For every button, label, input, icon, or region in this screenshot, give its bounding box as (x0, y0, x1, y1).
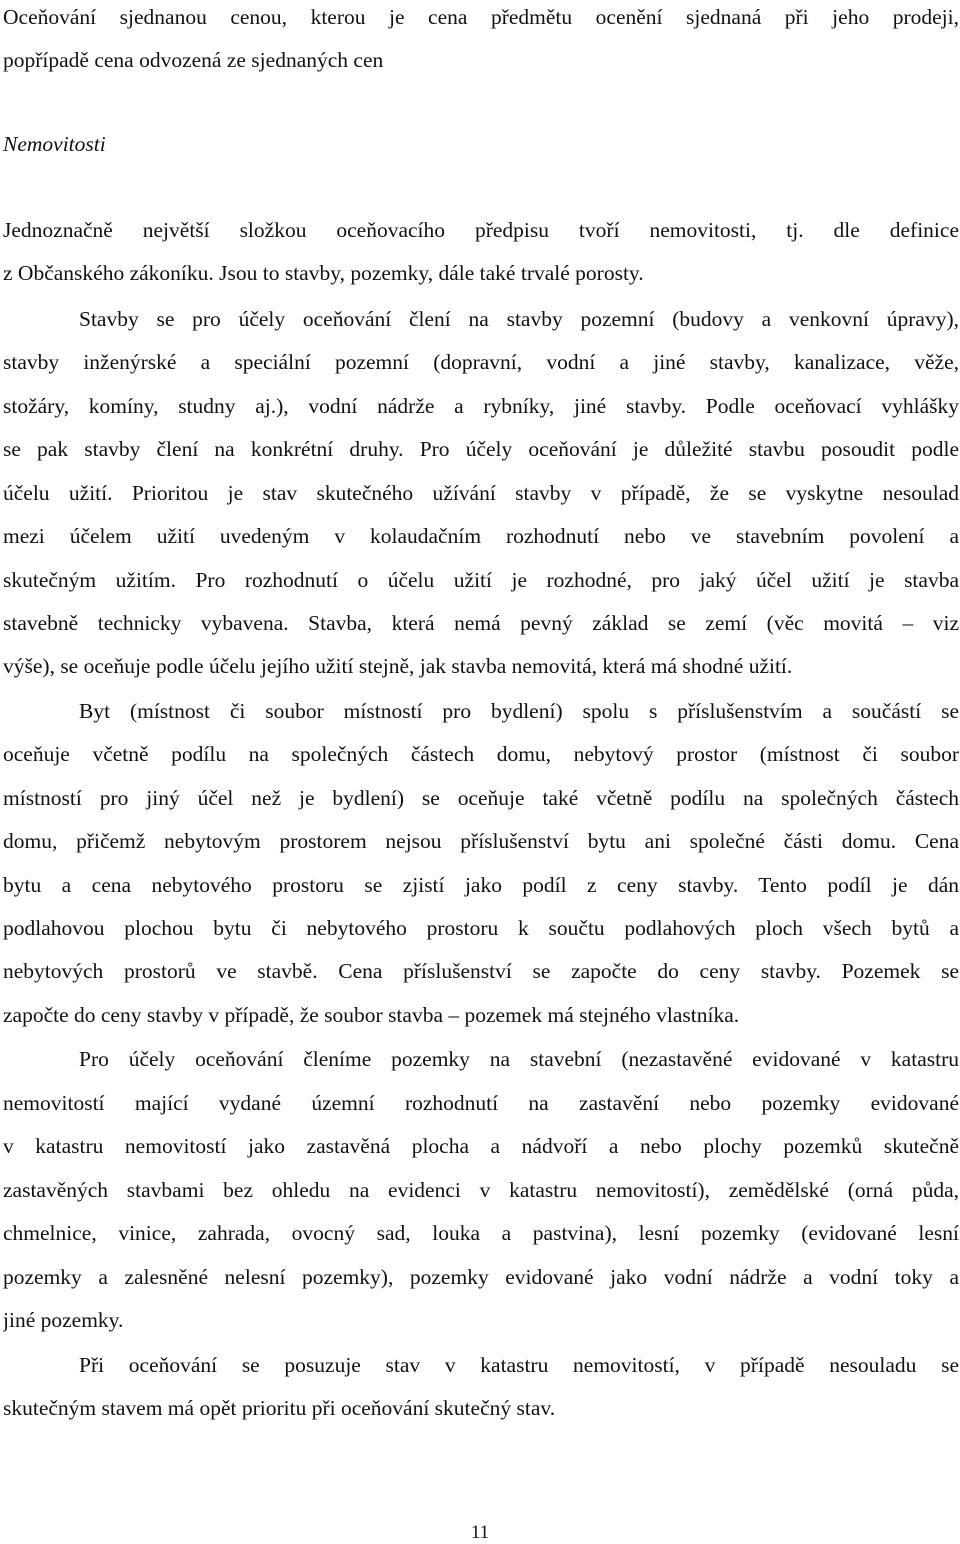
paragraph-line: Stavby se pro účely oceňování člení na stavby pozemní (budovy a venkovní úpravy), (79, 307, 959, 331)
paragraph-line: započte do ceny stavby v případě, že soubor stavba – pozemek má stejného vlastníka. (3, 1003, 740, 1027)
paragraph-line: skutečným užitím. Pro rozhodnutí o účelu užití je rozhodné, pro jaký účel užití je stavba (3, 568, 959, 592)
paragraph-line: zastavěných stavbami bez ohledu na evidenci v katastru nemovitostí), zemědělské (orná půda, (3, 1178, 959, 1202)
paragraph-line: se pak stavby člení na konkrétní druhy. Pro účely oceňování je důležité stavbu posoudit podle (3, 437, 959, 461)
paragraph-line: domu, přičemž nebytovým prostorem nejsou příslušenství bytu ani společné části domu. Cena (3, 829, 959, 853)
paragraph-line: Při oceňování se posuzuje stav v katastru nemovitostí, v případě nesouladu se (79, 1353, 959, 1377)
intro-line-1: Oceňování sjednanou cenou, kterou je cena předmětu ocenění sjednaná při jeho prodeji, (3, 5, 959, 29)
paragraph-line: podlahovou plochou bytu či nebytového prostoru k součtu podlahových ploch všech bytů a (3, 916, 959, 940)
page-number: 11 (470, 1522, 490, 1543)
paragraph-line: výše), se oceňuje podle účelu jejího užití stejně, jak stavba nemovitá, která má shodné užití. (3, 654, 793, 678)
paragraph-line: stavby inženýrské a speciální pozemní (dopravní, vodní a jiné stavby, kanalizace, věže, (3, 350, 959, 374)
paragraph-line: Pro účely oceňování členíme pozemky na stavební (nezastavěné evidované v katastru (79, 1047, 959, 1071)
paragraph-line: stožáry, komíny, studny aj.), vodní nádrže a rybníky, jiné stavby. Podle oceňovací vyhlášky (3, 394, 959, 418)
paragraph-line: mezi účelem užití uvedeným v kolaudačním rozhodnutí nebo ve stavebním povolení a (3, 524, 959, 548)
paragraph-line: skutečným stavem má opět prioritu při oceňování skutečný stav. (3, 1396, 556, 1420)
paragraph-line: oceňuje včetně podílu na společných částech domu, nebytový prostor (místnost či soubor (3, 742, 959, 766)
paragraph-line: stavebně technicky vybavena. Stavba, která nemá pevný základ se zemí (věc movitá – viz (3, 611, 959, 635)
paragraph-line: v katastru nemovitostí jako zastavěná plocha a nádvoří a nebo plochy pozemků skutečně (3, 1134, 959, 1158)
paragraph-line: nebytových prostorů ve stavbě. Cena příslušenství se započte do ceny stavby. Pozemek se (3, 959, 959, 983)
paragraph-line: účelu užití. Prioritou je stav skutečného užívání stavby v případě, že se vyskytne nesoulad (3, 481, 959, 505)
paragraph-line: pozemky a zalesněné nelesní pozemky), pozemky evidované jako vodní nádrže a vodní toky a (3, 1265, 959, 1289)
paragraph-line: Jednoznačně největší složkou oceňovacího předpisu tvoří nemovitosti, tj. dle definice (3, 218, 959, 242)
paragraph-line: bytu a cena nebytového prostoru se zjistí jako podíl z ceny stavby. Tento podíl je dán (3, 873, 959, 897)
section-subheading: Nemovitosti (3, 132, 106, 156)
paragraph-line: nemovitostí mající vydané územní rozhodnutí na zastavění nebo pozemky evidované (3, 1091, 959, 1115)
paragraph-line: chmelnice, vinice, zahrada, ovocný sad, louka a pastvina), lesní pozemky (evidované lesní (3, 1221, 959, 1245)
intro-line-2: popřípadě cena odvozená ze sjednaných cen (3, 48, 384, 72)
paragraph-line: místností pro jiný účel než je bydlení) se oceňuje také včetně podílu na společných částech (3, 786, 959, 810)
paragraph-line: Byt (místnost či soubor místností pro bydlení) spolu s příslušenstvím a součástí se (79, 699, 959, 723)
paragraph-line: z Občanského zákoníku. Jsou to stavby, pozemky, dále také trvalé porosty. (3, 261, 644, 285)
paragraph-line: jiné pozemky. (3, 1308, 124, 1332)
